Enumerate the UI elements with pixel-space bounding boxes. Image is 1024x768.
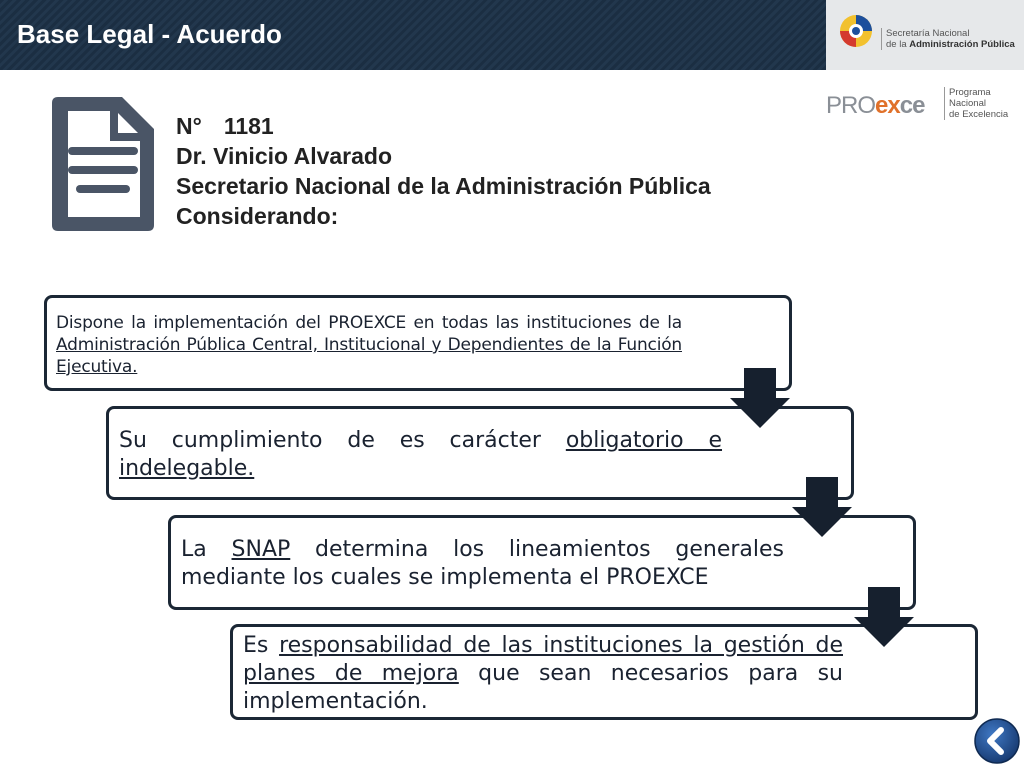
- arrow-down-icon: [790, 477, 854, 537]
- arrow-down-icon: [728, 368, 792, 428]
- signatory-position: Secretario Nacional de la Administración Pública: [176, 173, 711, 199]
- header-bar: [0, 0, 826, 70]
- step-text-4: Es responsabilidad de las instituciones la gestión de planes de mejora que sean necesarios para su implementación.: [243, 633, 843, 714]
- arrow-down-icon: [852, 587, 916, 647]
- step-text-2: Su cumplimiento de es carácter obligatorio e indelegable.: [119, 428, 723, 481]
- signatory-name: Dr. Vinicio Alvarado: [176, 143, 393, 169]
- snap-logo: [826, 0, 1024, 70]
- step-text-1: Dispone la implementación del PROEXCE en todas las instituciones de la Administración Pública Central, Institucional y Dependientes de la Función Ejecutiva.: [56, 313, 682, 377]
- step-box-1: [44, 295, 792, 391]
- back-button[interactable]: [974, 718, 1020, 764]
- step-text-3: La SNAP determina los lineamientos generales mediante los cuales se implementa el PROEXCE: [181, 537, 785, 590]
- considering-label: Considerando:: [176, 203, 339, 229]
- resolution-heading: [176, 111, 711, 231]
- document-icon: [52, 97, 154, 231]
- page-title: Base Legal - Acuerdo: [17, 19, 282, 49]
- snap-emblem-icon: [838, 13, 874, 49]
- proexce-wordmark: PROexce: [826, 92, 925, 119]
- snap-logo-text: Secretaría Nacional de la Administración Pública: [881, 28, 1015, 50]
- proexce-subtitle: Programa Nacional de Excelencia: [944, 87, 1008, 120]
- proexce-logo: [826, 84, 1020, 124]
- resolution-number: N° 1181: [176, 113, 274, 139]
